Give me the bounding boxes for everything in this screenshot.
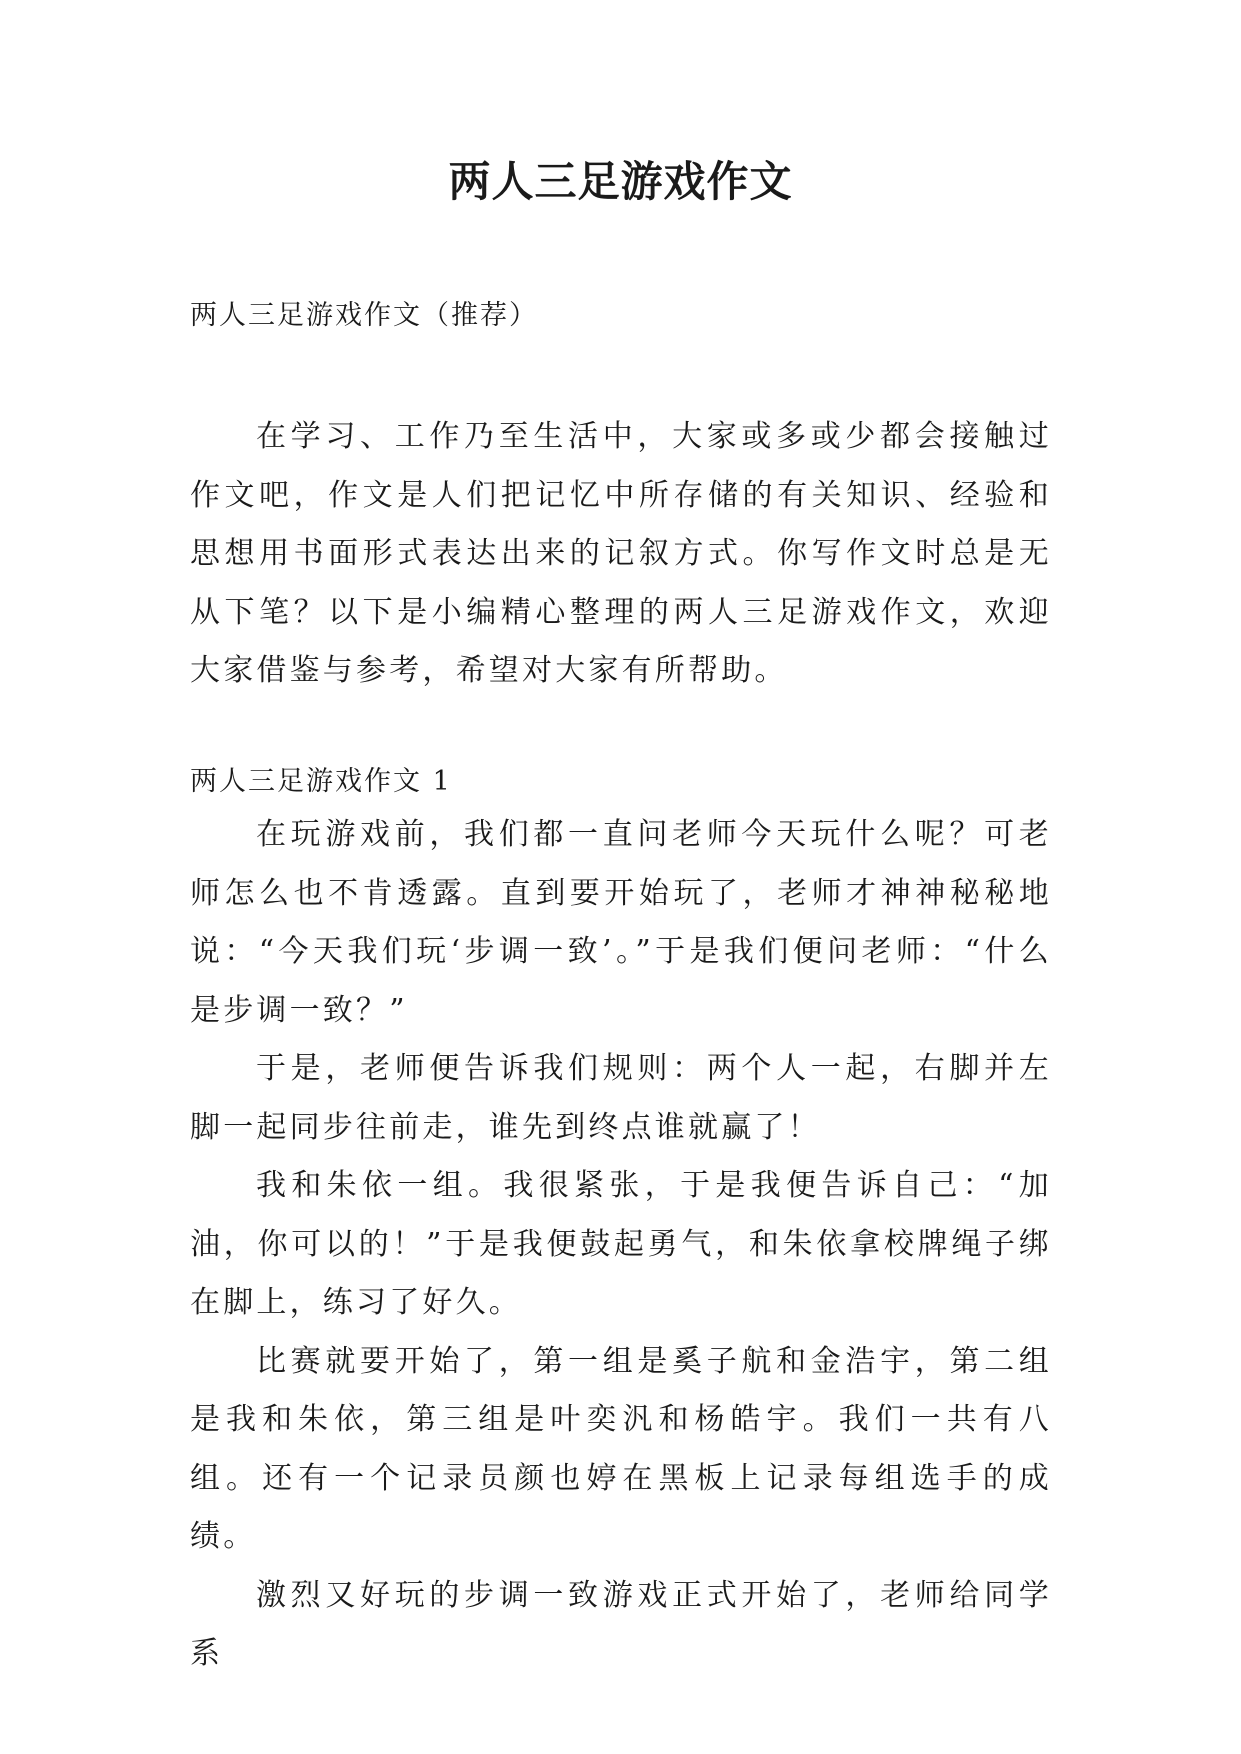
essay-paragraph-4: 比赛就要开始了，第一组是奚子航和金浩宇，第二组是我和朱依，第三组是叶奕汎和杨皓宇。我们一共有八组。还有一个记录员颜也婷在黑板上记录每组选手的成绩。 (190, 1343, 1052, 1554)
intro-paragraph: 在学习、工作乃至生活中，大家或多或少都会接触过作文吧，作文是人们把记忆中所存储的有关知识、经验和思想用书面形式表达出来的记叙方式。你写作文时总是无从下笔？以下是小编精心整理的两人三足游戏作文，欢迎大家借鉴与参考，希望对大家有所帮助。 (190, 419, 1052, 688)
page-title: 两人三足游戏作文 (448, 157, 793, 206)
essay-paragraph-2: 于是，老师便告诉我们规则：两个人一起，右脚并左脚一起同步往前走，谁先到终点谁就赢了！ (190, 1051, 1052, 1145)
essay-body (190, 806, 1052, 1684)
document-subtitle: 两人三足游戏作文（推荐） (190, 300, 538, 331)
essay-paragraph-1: 在玩游戏前，我们都一直问老师今天玩什么呢？可老师怎么也不肯透露。直到要开始玩了，老师才神神秘秘地说：“今天我们玩‘步调一致’。”于是我们便问老师：“什么是步调一致？” (190, 817, 1052, 1028)
essay-paragraph-5: 激烈又好玩的步调一致游戏正式开始了，老师给同学系 (190, 1577, 1052, 1671)
essay-paragraph-3: 我和朱依一组。我很紧张，于是我便告诉自己：“加油，你可以的！”于是我便鼓起勇气，和朱依拿校牌绳子绑在脚上，练习了好久。 (190, 1168, 1052, 1320)
section-heading: 两人三足游戏作文 1 (190, 766, 452, 797)
